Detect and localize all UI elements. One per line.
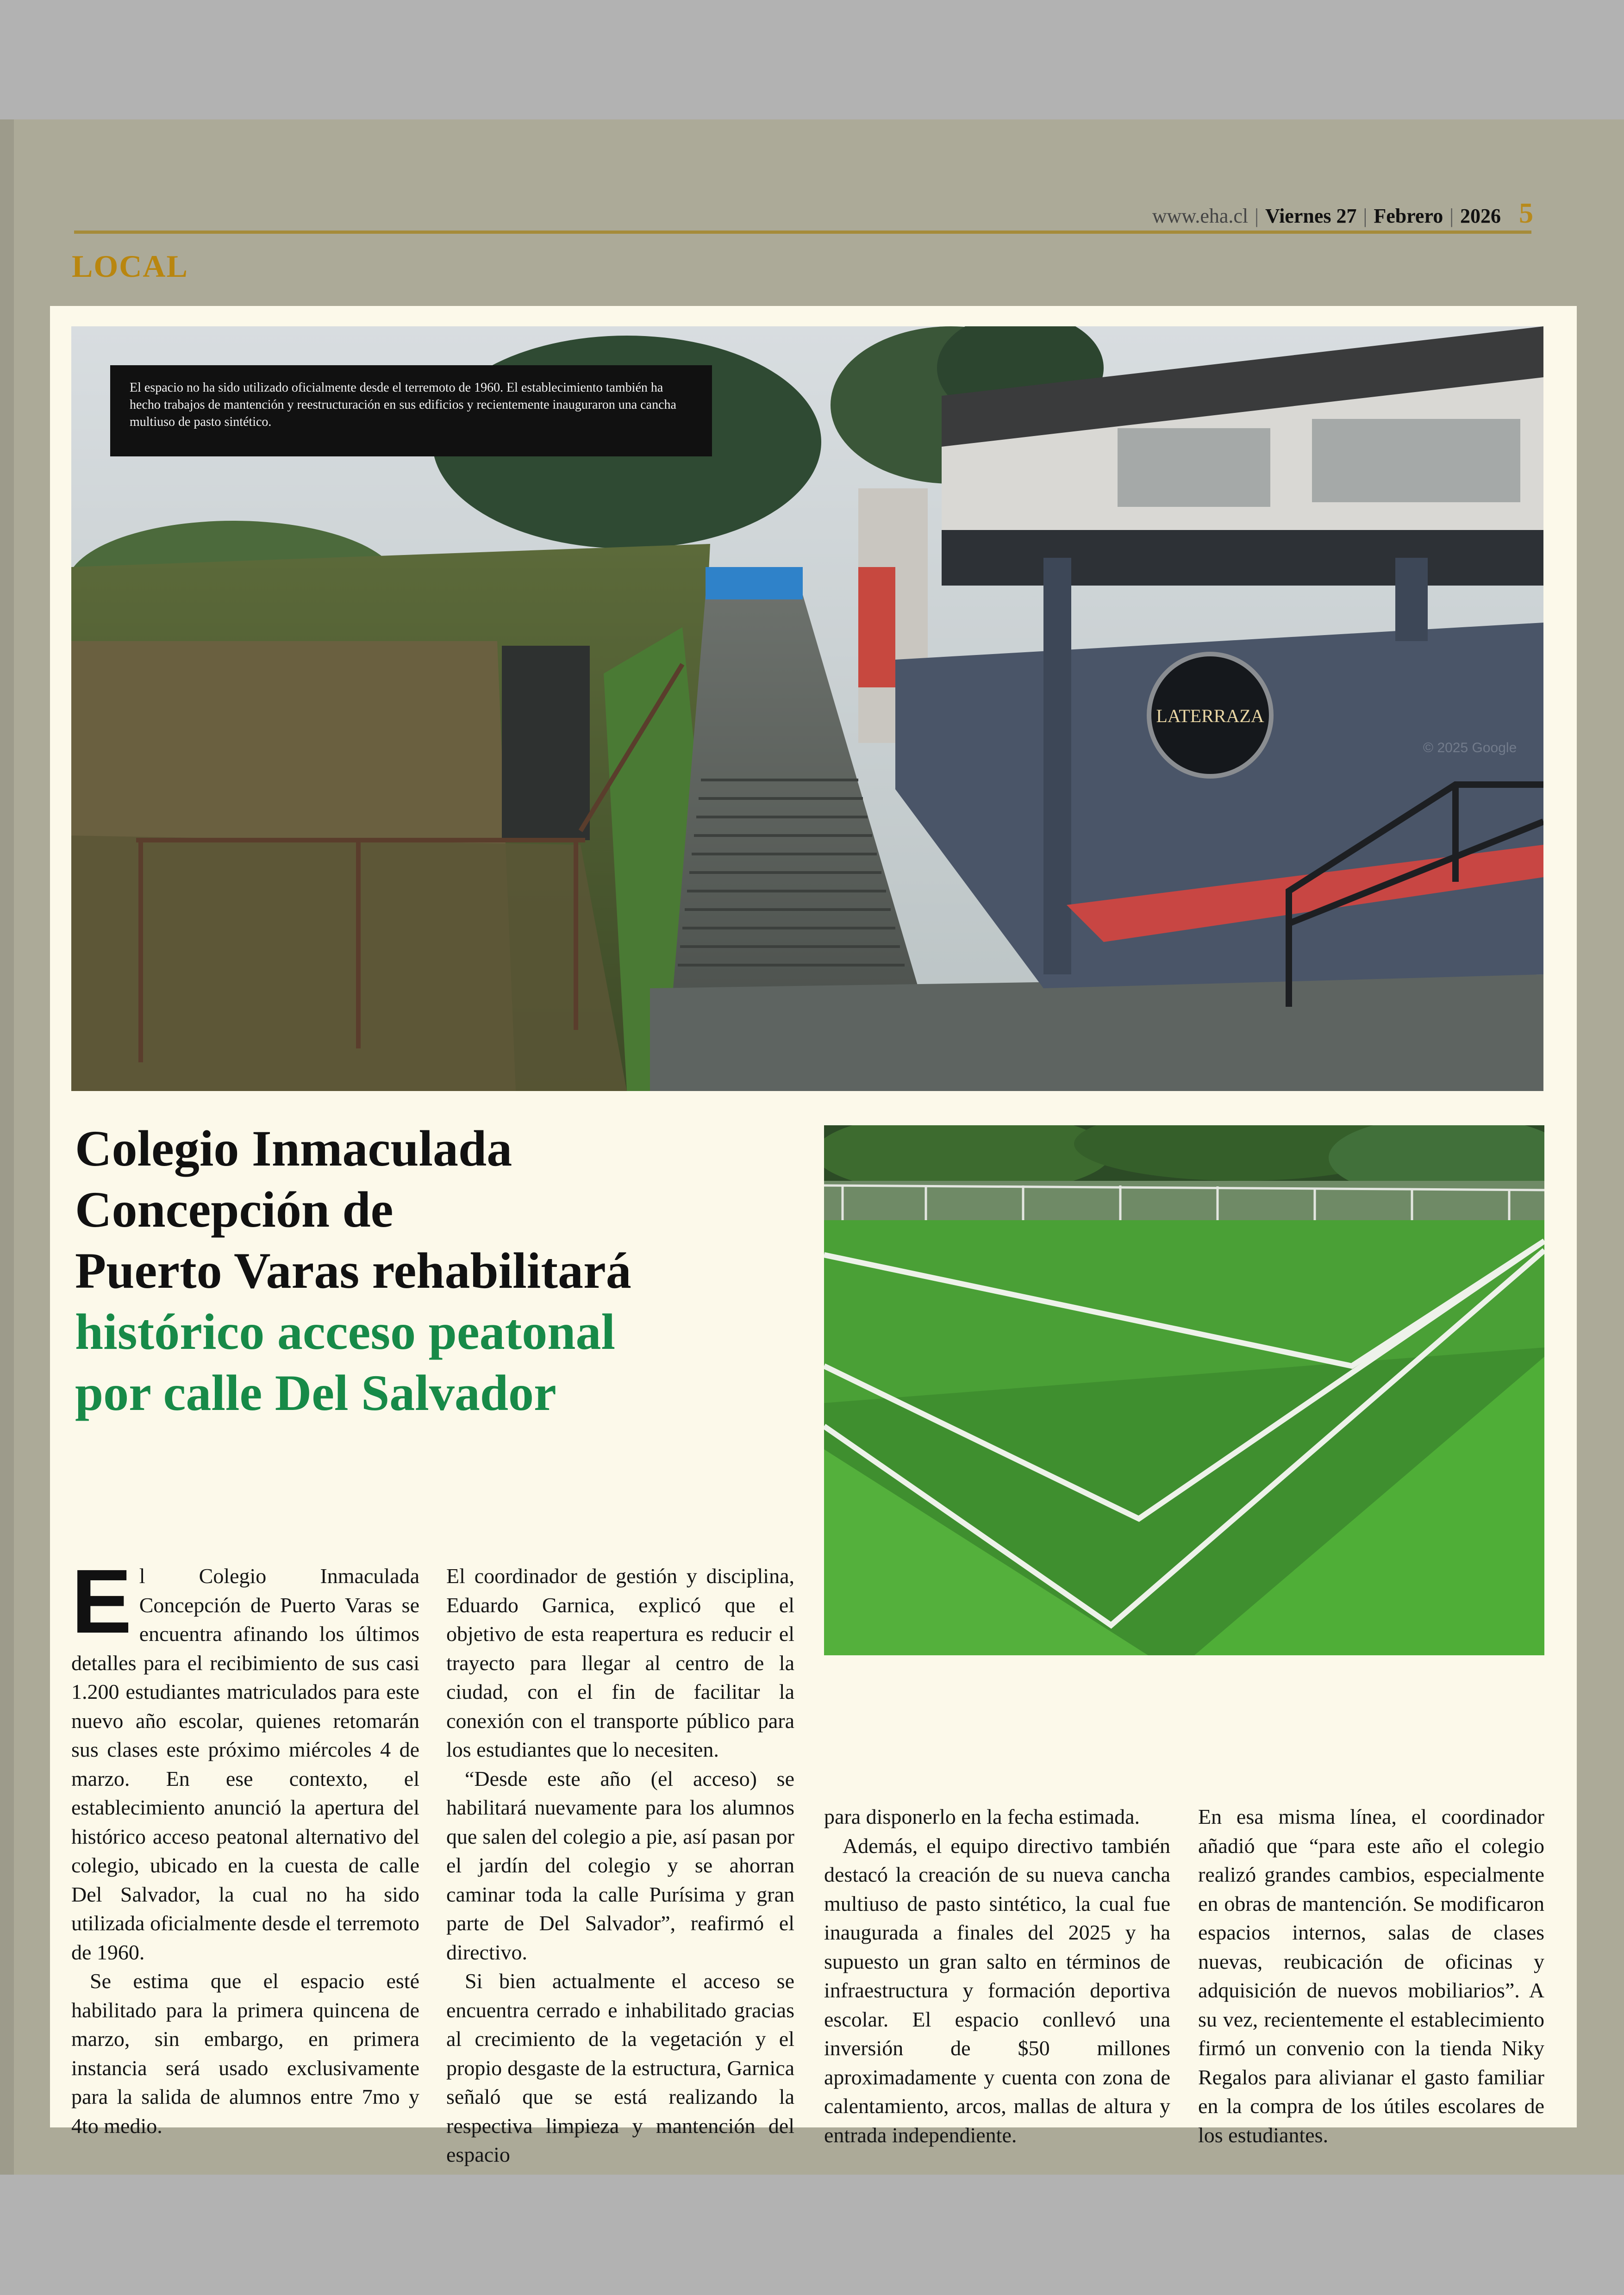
col1-paragraph-2: Se estima que el espacio esté habilitado para la primera quincena de marzo, sin embargo, en primera instancia será usado exclusivamente para la salida de alumnos entre 7mo y 4to medio. xyxy=(71,1969,419,2138)
col2-paragraph-2: “Desde este año (el acceso) se habilitará nuevamente para los alumnos que salen del colegio a pie, así pasan por el jardín del colegio y se ahorran caminar toda la calle Purísima y gran parte de Del Salvador”, reafirmó el directivo. xyxy=(446,1766,794,1964)
page-number: 5 xyxy=(1519,198,1533,229)
col4-paragraph-1: En esa misma línea, el coordinador añadió que “para este año el colegio realizó grandes cambios, especialmente en obras de mantención. Se modificaron espacios internos, salas de clases nuevas, reubicación de oficinas y adquisición de nuevos mobiliarios”. A su vez, recientemente el establecimiento firmó un convenio con la tienda Niky Regalos para alivianar el gasto familiar en la compra de los útiles escolares de los estudiantes. xyxy=(1198,1805,1544,2147)
col1-paragraph-1: l Colegio Inmaculada Concepción de Puerto Varas se encuentra afinando los últimos detalles para el recibimiento de sus casi 1.200 estudiantes matriculados para este nuevo año escolar, quienes retomarán sus clases este próximo miércoles 4 de marzo. En ese contexto, el establecimiento anunció la apertura del histórico acceso peatonal alternativo del colegio, ubicado en la cuesta de calle Del Salvador, la cual no ha sido utilizada oficialmente desde el terremoto de 1960. xyxy=(71,1564,419,1964)
col2-paragraph-3: Si bien actualmente el acceso se encuentra cerrado e inhabilitado gracias al crecimiento de la vegetación y el propio desgaste de la estructura, Garnica señaló que se está realizando la respectiva limpieza y mantención del espacio xyxy=(446,1969,794,2166)
google-watermark: © 2025 Google xyxy=(1423,740,1517,755)
site-url: www.eha.cl xyxy=(1152,204,1249,227)
page-header-meta: www.eha.cl | Viernes 27 | Febrero | 2026 xyxy=(1152,204,1501,227)
col3-paragraph-2: Además, el equipo directivo también destacó la creación de su nueva cancha multiuso de pasto sintético, la cual fue inaugurada a finales del 2025 y ha supuesto un gran salto en términos de infraestructura y formación deportiva escolar. El espacio conllevó una inversión de $50 millones aproximadamente y cuenta con zona de calentamiento, arcos, mallas de altura y entrada independiente. xyxy=(824,1834,1170,2147)
article-card xyxy=(50,306,1577,2166)
header-rule xyxy=(74,231,1531,234)
article-column-2 xyxy=(446,1562,794,2166)
hero-photo-stairs xyxy=(71,326,1543,1091)
col3-paragraph-1: para disponerlo en la fecha estimada. xyxy=(824,1805,1140,1828)
article-headline xyxy=(75,1118,797,1423)
headline-black: Colegio Inmaculada Concepción de Puerto Varas rehabilitará xyxy=(75,1120,631,1299)
field-photo xyxy=(824,1125,1544,1655)
drop-cap: E xyxy=(71,1551,132,1652)
page-edge-shadow xyxy=(0,119,14,2175)
field-photo-illustration xyxy=(824,1125,1544,1655)
sign-text: LATERRAZA xyxy=(1156,705,1264,726)
header-year: 2026 xyxy=(1460,204,1501,227)
newspaper-page xyxy=(0,119,1624,2175)
article-column-1 xyxy=(71,1551,419,2138)
headline-green: histórico acceso peatonal por calle Del Salvador xyxy=(75,1303,616,1421)
section-label: LOCAL xyxy=(72,249,188,284)
article-column-3 xyxy=(824,1802,1170,2147)
header-month: Febrero xyxy=(1374,204,1443,227)
article-column-4 xyxy=(1198,1802,1544,2147)
col2-paragraph-1: El coordinador de gestión y disciplina, Eduardo Garnica, explicó que el objetivo de esta reapertura es reducir el trayecto para llegar al centro de la ciudad, con el fin de facilitar la conexión con el transporte público para los estudiantes que lo necesiten. xyxy=(446,1564,794,1761)
hero-photo-caption: El espacio no ha sido utilizado oficialmente desde el terremoto de 1960. El establecimiento también ha hecho trabajos de mantención y reestructuración en sus edificios y recientemente inauguraron una cancha multiuso de pasto sintético. xyxy=(110,365,712,456)
header-day: Viernes 27 xyxy=(1265,204,1357,227)
